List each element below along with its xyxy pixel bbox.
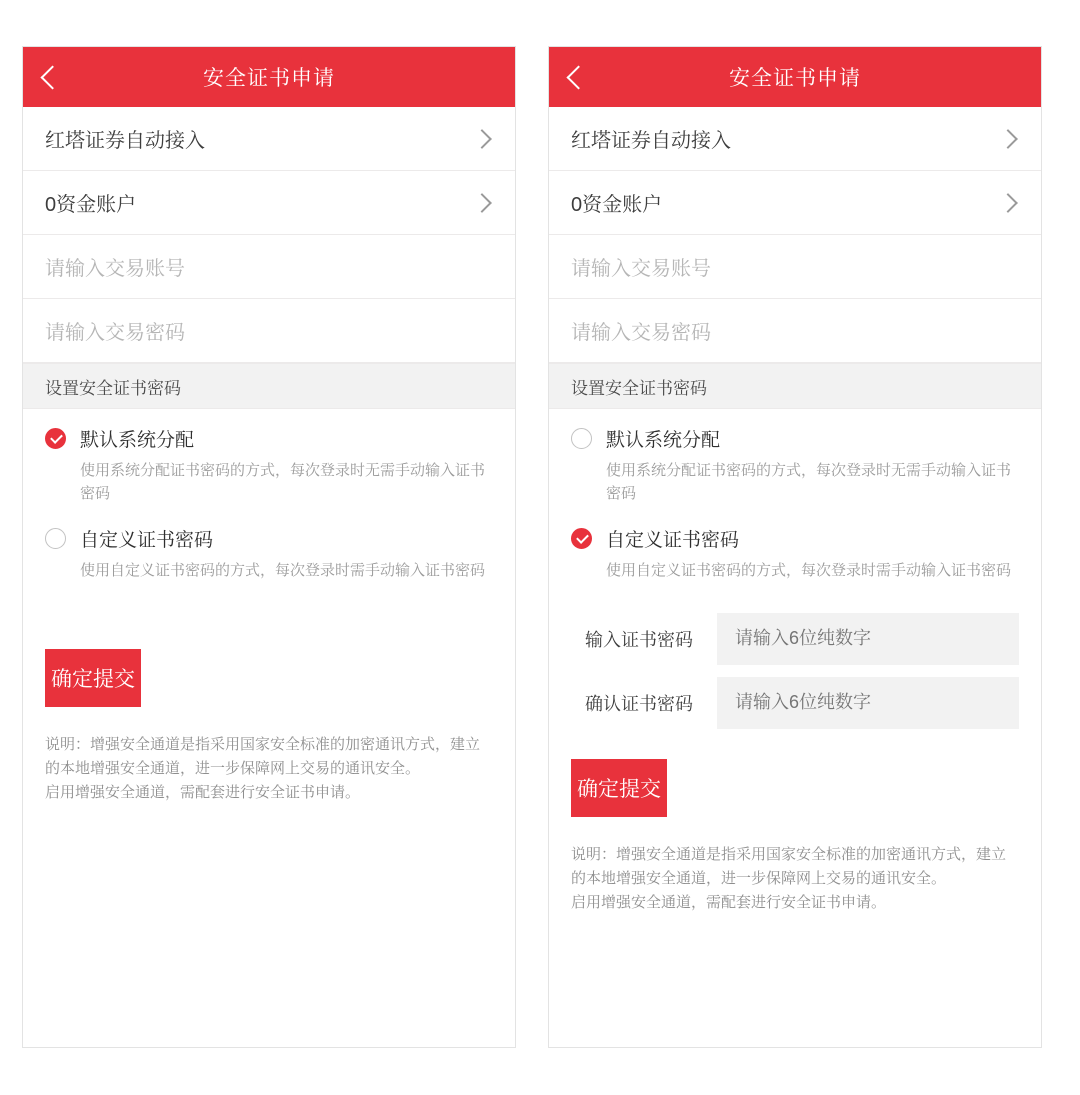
app-header-a: [23, 47, 515, 107]
option-label: 自定义证书密码: [606, 530, 740, 551]
row-broker-channel-b[interactable]: [549, 107, 1041, 171]
option-default-assign-b[interactable]: [549, 409, 1041, 509]
radio-unchecked-icon[interactable]: [571, 428, 592, 449]
trade-account-input-placeholder[interactable]: 请输入交易账号: [45, 258, 185, 280]
trade-password-input-placeholder[interactable]: 请输入交易密码: [571, 322, 711, 344]
option-header[interactable]: [571, 525, 1019, 552]
chevron-right-icon: [472, 129, 492, 149]
option-description: 使用自定义证书密码的方式，每次登录时需手动输入证书密码: [80, 562, 486, 579]
chevron-right-icon: [998, 193, 1018, 213]
note-line-2: 启用增强安全通道，需配套进行安全证书申请。: [571, 894, 887, 912]
row-trade-account-a[interactable]: [23, 235, 515, 299]
field-label: 确认证书密码: [585, 693, 693, 714]
phone-screen-default-mode: [22, 46, 516, 1048]
option-header[interactable]: [45, 425, 493, 452]
row-broker-channel-a[interactable]: [23, 107, 515, 171]
note-text-a: [45, 733, 493, 806]
row-label: 红塔证券自动接入: [45, 130, 205, 152]
filler-a: [23, 805, 515, 1047]
submit-button-a[interactable]: 确定提交: [45, 649, 141, 707]
radio-checked-icon[interactable]: [45, 428, 66, 449]
option-description: 使用自定义证书密码的方式，每次登录时需手动输入证书密码: [606, 562, 1012, 579]
filler-b: [549, 915, 1041, 1047]
field-confirm-cert-password: [549, 677, 1041, 729]
note-line-1: 说明：增强安全通道是指采用国家安全标准的加密通讯方式，建立的本地增强安全通道，进一步保障网上交易的通讯安全。: [45, 735, 481, 777]
option-label: 默认系统分配: [80, 430, 195, 451]
note-text-b: [571, 843, 1019, 916]
section-label-cert-password-a: 设置安全证书密码: [23, 363, 515, 409]
chevron-left-icon: [40, 65, 64, 89]
radio-unchecked-icon[interactable]: [45, 528, 66, 549]
row-fund-account-b[interactable]: [549, 171, 1041, 235]
back-button-b[interactable]: [549, 47, 607, 107]
trade-password-input-placeholder[interactable]: 请输入交易密码: [45, 322, 185, 344]
option-label: 默认系统分配: [606, 430, 721, 451]
confirm-cert-password-input[interactable]: [717, 677, 1019, 729]
option-default-assign-a[interactable]: [23, 409, 515, 509]
option-header[interactable]: [571, 425, 1019, 452]
row-trade-password-b[interactable]: [549, 299, 1041, 363]
app-header-b: [549, 47, 1041, 107]
option-description: 使用系统分配证书密码的方式，每次登录时无需手动输入证书密码: [606, 462, 1012, 502]
phone-screen-custom-mode: [548, 46, 1042, 1048]
row-label: 红塔证券自动接入: [571, 130, 731, 152]
note-line-2: 启用增强安全通道，需配套进行安全证书申请。: [45, 784, 361, 802]
enter-cert-password-input[interactable]: [717, 613, 1019, 665]
radio-checked-icon[interactable]: [571, 528, 592, 549]
option-custom-password-b[interactable]: [549, 509, 1041, 587]
chevron-left-icon: [566, 65, 590, 89]
chevron-right-icon: [472, 193, 492, 213]
row-fund-account-a[interactable]: [23, 171, 515, 235]
row-trade-password-a[interactable]: [23, 299, 515, 363]
submit-button-b[interactable]: 确定提交: [571, 759, 667, 817]
option-label: 自定义证书密码: [80, 530, 214, 551]
option-header[interactable]: [45, 525, 493, 552]
field-enter-cert-password: [549, 613, 1041, 665]
row-label: 0资金账户: [571, 194, 663, 216]
page-title-a: 安全证书申请: [203, 67, 335, 90]
password-fields-block: [549, 613, 1041, 741]
section-label-cert-password-b: 设置安全证书密码: [549, 363, 1041, 409]
field-label: 输入证书密码: [585, 629, 693, 650]
chevron-right-icon: [998, 129, 1018, 149]
option-description: 使用系统分配证书密码的方式，每次登录时无需手动输入证书密码: [80, 462, 486, 502]
submit-area-a: [23, 649, 515, 707]
back-button-a[interactable]: [23, 47, 81, 107]
page-title-b: 安全证书申请: [729, 67, 861, 90]
option-custom-password-a[interactable]: [23, 509, 515, 587]
trade-account-input-placeholder[interactable]: 请输入交易账号: [571, 258, 711, 280]
note-line-1: 说明：增强安全通道是指采用国家安全标准的加密通讯方式，建立的本地增强安全通道，进一步保障网上交易的通讯安全。: [571, 845, 1007, 887]
submit-area-b: [549, 759, 1041, 817]
row-label: 0资金账户: [45, 194, 137, 216]
row-trade-account-b[interactable]: [549, 235, 1041, 299]
